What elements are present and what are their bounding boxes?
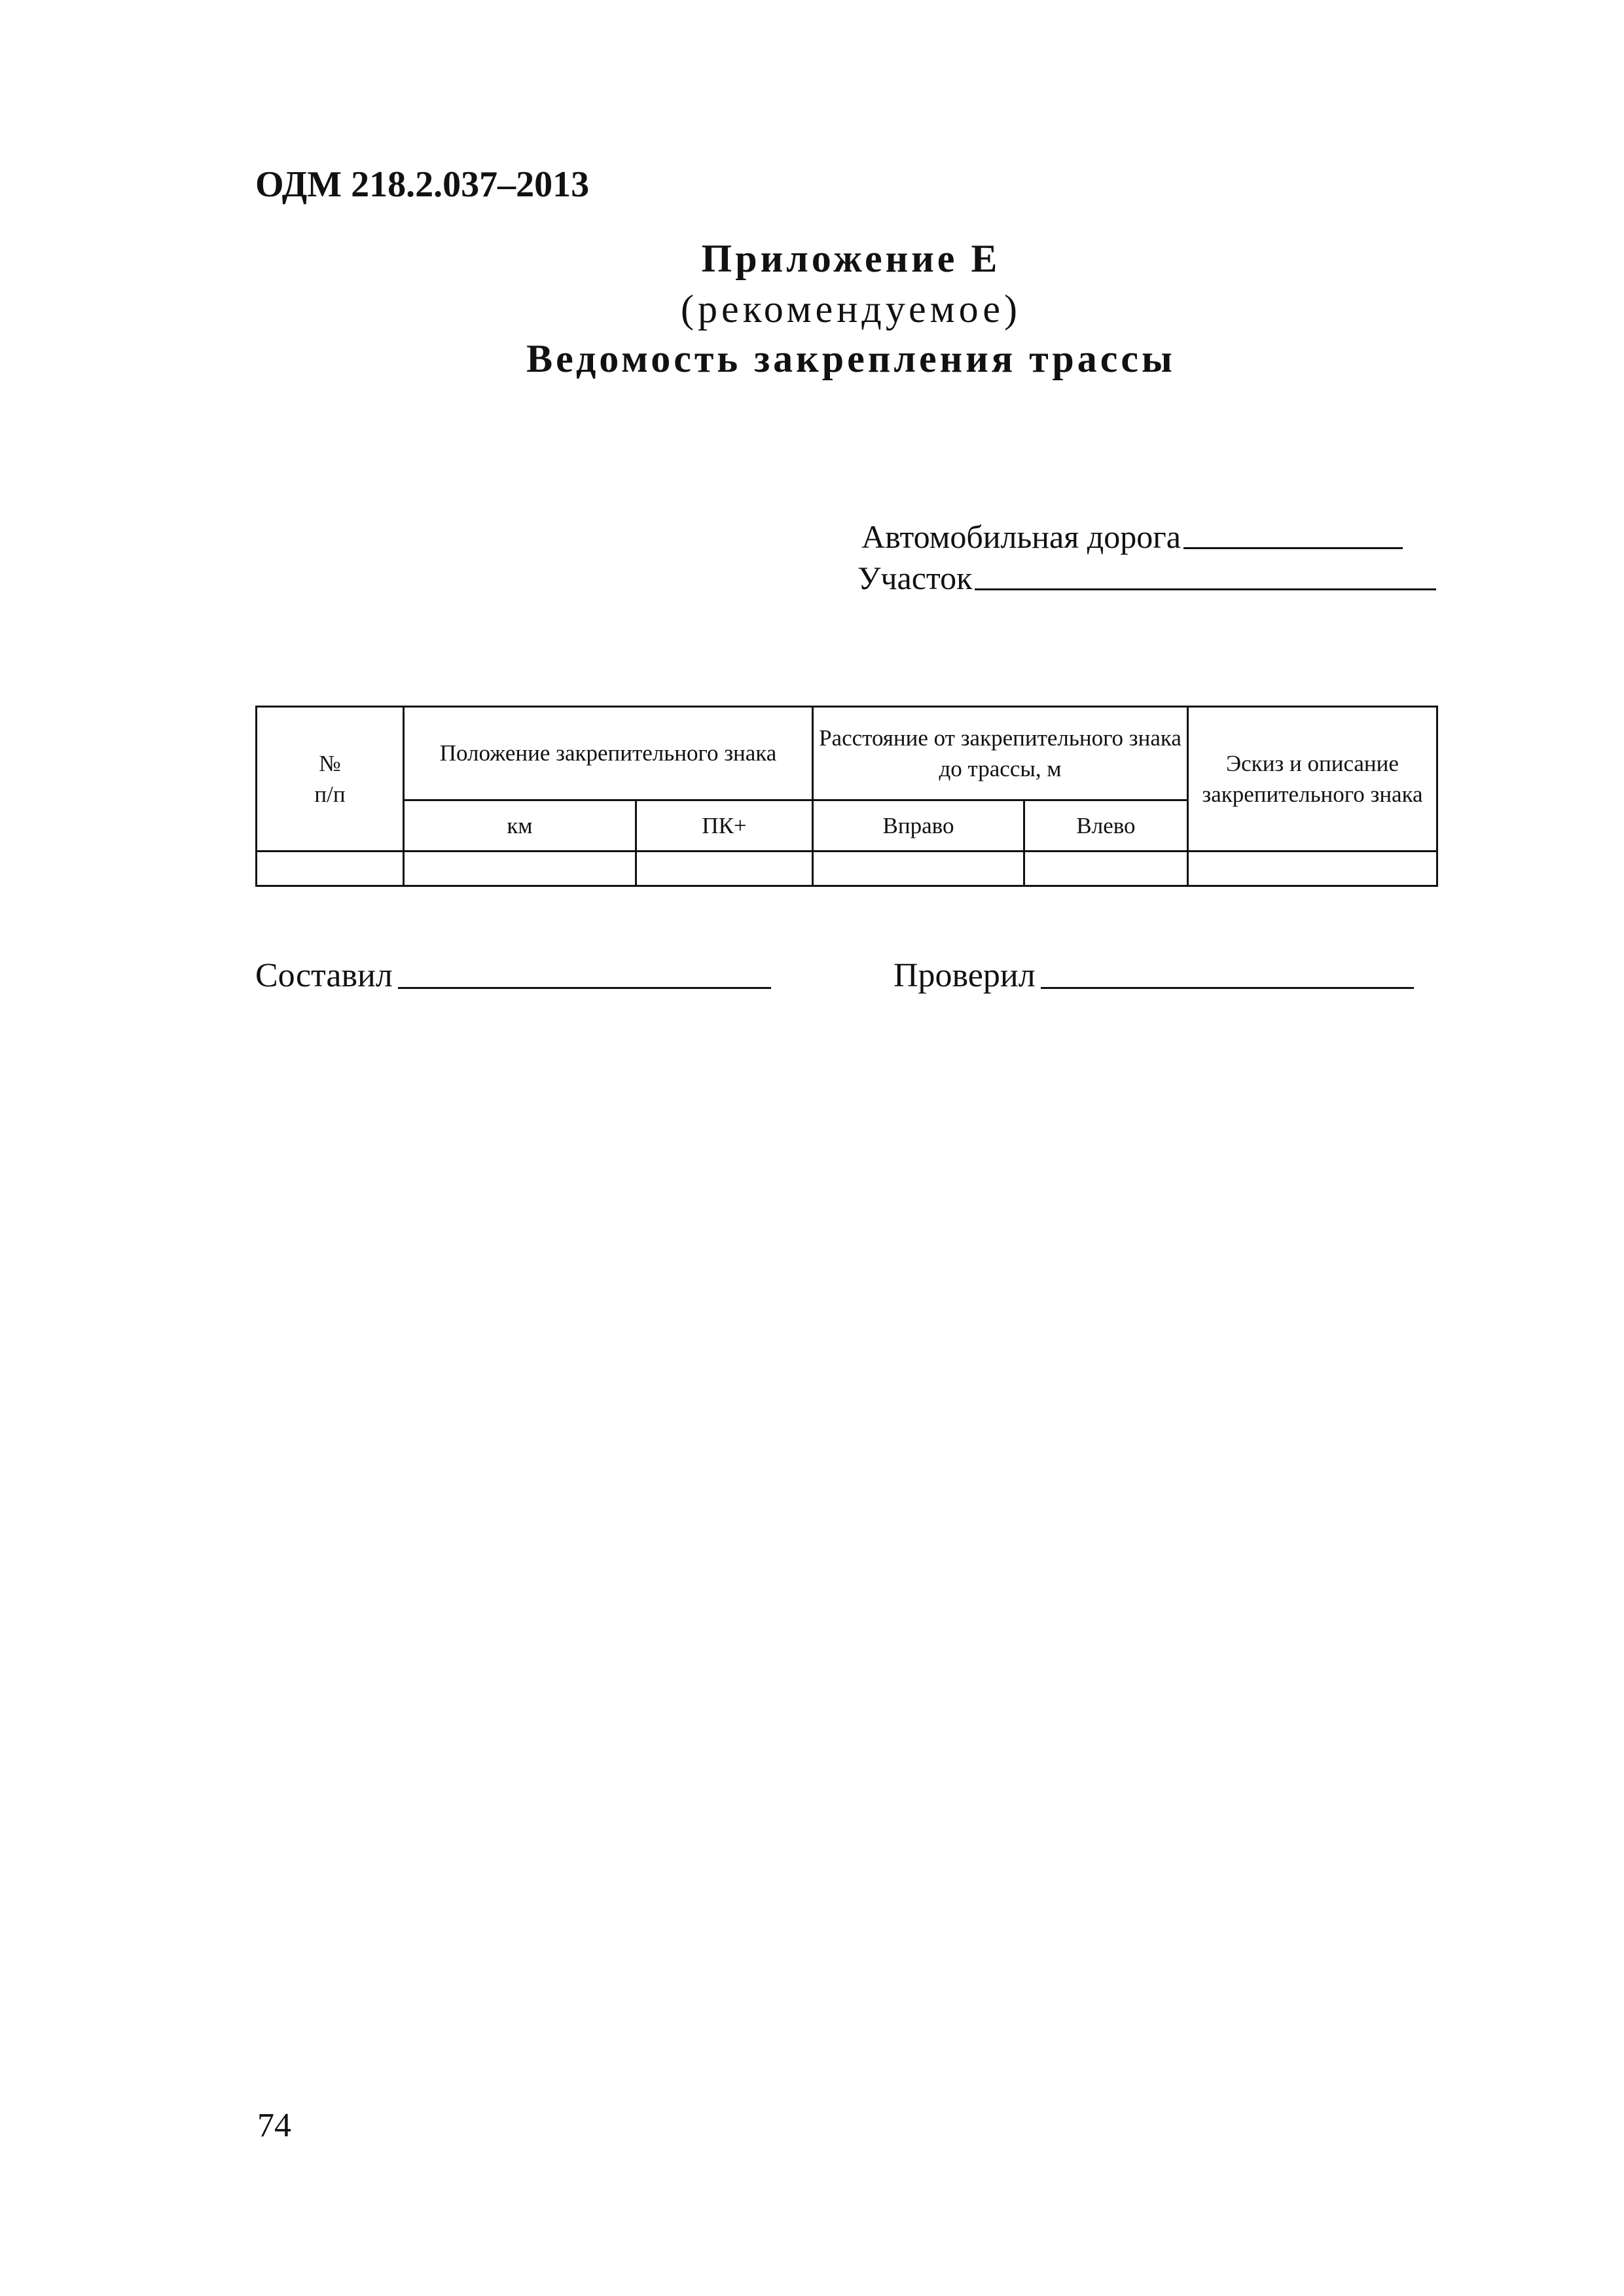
subheader-km: км bbox=[404, 800, 636, 852]
road-field-line[interactable] bbox=[1183, 547, 1403, 549]
checked-by-line[interactable] bbox=[1041, 987, 1414, 989]
appendix-status: (рекомендуемое) bbox=[681, 287, 1021, 331]
cell-right[interactable] bbox=[813, 852, 1024, 886]
subheader-right: Вправо bbox=[813, 800, 1024, 852]
cell-left[interactable] bbox=[1024, 852, 1188, 886]
road-field-label: Автомобильная дорога bbox=[861, 518, 1181, 555]
section-field-line[interactable] bbox=[975, 588, 1436, 590]
checked-by-field bbox=[893, 959, 1414, 993]
cell-pk[interactable] bbox=[636, 852, 813, 886]
subheader-left: Влево bbox=[1024, 800, 1188, 852]
route-fixing-table bbox=[255, 706, 1438, 887]
compiled-by-field bbox=[255, 959, 771, 993]
header-number: № п/п bbox=[257, 707, 404, 852]
section-field-label: Участок bbox=[857, 560, 973, 596]
table-header-row bbox=[257, 707, 1437, 800]
header-distance: Расстояние от закрепительного знака до трассы, м bbox=[813, 707, 1188, 800]
table-row bbox=[257, 852, 1437, 886]
document-code: ОДМ 218.2.037–2013 bbox=[255, 164, 590, 205]
cell-number[interactable] bbox=[257, 852, 404, 886]
appendix-heading: Приложение Е bbox=[701, 237, 1001, 280]
section-field bbox=[857, 562, 1436, 594]
checked-by-label: Проверил bbox=[893, 957, 1036, 994]
cell-km[interactable] bbox=[404, 852, 636, 886]
page-number: 74 bbox=[257, 2107, 291, 2144]
cell-sketch[interactable] bbox=[1188, 852, 1437, 886]
header-sketch: Эскиз и описание закрепительного знака bbox=[1188, 707, 1437, 852]
compiled-by-line[interactable] bbox=[398, 987, 771, 989]
road-field bbox=[861, 520, 1403, 553]
form-title: Ведомость закрепления трассы bbox=[526, 337, 1176, 380]
subheader-pk: ПК+ bbox=[636, 800, 813, 852]
header-position: Положение закрепительного знака bbox=[404, 707, 813, 800]
compiled-by-label: Составил bbox=[255, 957, 393, 994]
